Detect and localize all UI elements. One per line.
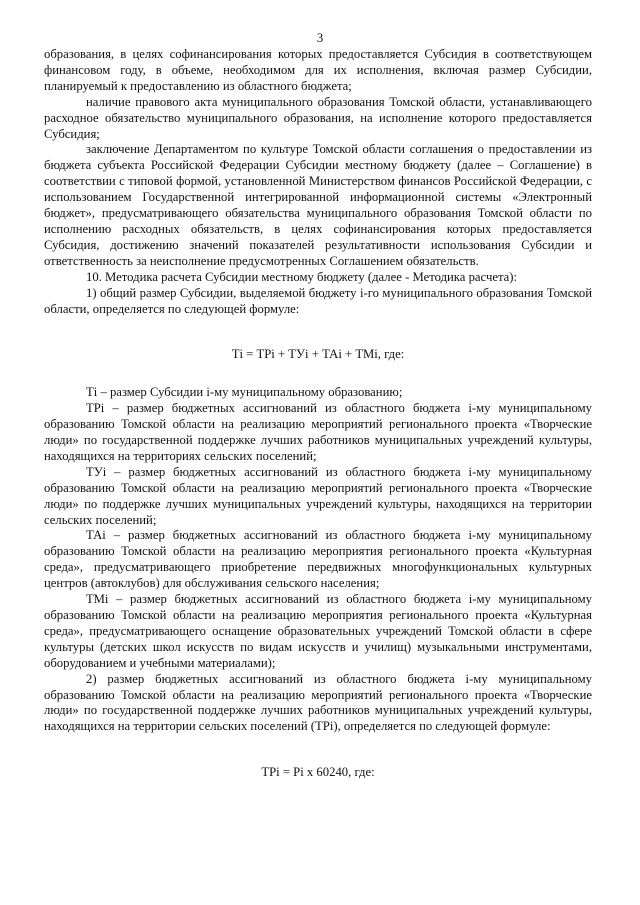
paragraph-legal-act: наличие правового акта муниципального образования Томской области, устанавливающего расходное обязательство муниципального образования, на исполнение которого предоставляется Субсидия; bbox=[44, 94, 592, 141]
paragraph-total-subsidy: 1) общий размер Субсидии, выделяемой бюджету i-го муниципального образования Томской области, определяется по следующей формуле: bbox=[44, 285, 592, 316]
definition-tmi: ТМi – размер бюджетных ассигнований из областного бюджета i-му муниципальному образованию Томской области на реализацию мероприятия регионального проекта «Культурная среда», предусматривающего оснащение образовательных учреждений Томской области в сфере культуры (детских школ искусств по видам искусств и училищ) музыкальными инструментами, оборудованием и учебными материалами); bbox=[44, 592, 592, 670]
page-number: 3 bbox=[316, 31, 324, 45]
definition-tui: ТУi – размер бюджетных ассигнований из областного бюджета i-му муниципальному образованию Томской области на реализацию мероприятий регионального проекта «Творческие люди» по поддержке лучших муниципальных учреждений культуры, находящихся на территории сельских поселений; bbox=[44, 464, 592, 527]
paragraph-funding-volume: образования, в целях софинансирования которых предоставляется Субсидия в соответствующем финансовом году, в объеме, необходимом для их исполнения, включая размер Субсидии, планируемый к предоставлению из областного бюджета; bbox=[44, 47, 592, 93]
definition-tpi: ТРi – размер бюджетных ассигнований из областного бюджета i-му муниципальному образованию Томской области на реализацию мероприятий регионального проекта «Творческие люди» по государственной поддержке лучших работников муниципальных учреждений культуры, находящихся на территориях сельских поселений; bbox=[44, 401, 592, 463]
definition-ti: Тi – размер Субсидии i-му муниципальному образованию; bbox=[86, 385, 403, 400]
definition-tai: ТАi – размер бюджетных ассигнований из областного бюджета i-му муниципальному образованию Томской области на реализацию мероприятия регионального проекта «Культурная среда», предусматривающего приобретение передвижных многофункциональных культурных центров (автоклубов) для обслуживания сельского населения; bbox=[44, 528, 592, 591]
document-body bbox=[44, 47, 592, 781]
paragraph-agreement: заключение Департаментом по культуре Томской области соглашения о предоставлении из бюджета субъекта Российской Федерации Субсидии местному бюджету (далее – Соглашение) в соответствии с типовой формой, установленной Министерством финансов Российской Федерации, с использованием Государственной интегрированной информационной системы «Электронный бюджет», предусматривающего обязательства муниципального образования Томской области по исполнению расходных обязательств, в целях софинансирования которых предоставляется Субсидия, достижению значений показателей результативности использования Субсидии и ответственность за неисполнение предусмотренных Соглашением обязательств. bbox=[44, 142, 592, 268]
formula-tpi: ТРi = Рi х 60240, где: bbox=[261, 765, 375, 780]
paragraph-method-heading: 10. Методика расчета Субсидии местному бюджету (далее - Методика расчета): bbox=[86, 269, 518, 284]
formula-total-subsidy: Тi = ТРi + ТУi + ТАi + ТМi, где: bbox=[231, 347, 405, 362]
paragraph-tpi-calculation: 2) размер бюджетных ассигнований из областного бюджета i-му муниципальному образованию Томской области на реализацию мероприятий регионального проекта «Творческие люди» по государственной поддержке лучших работников муниципальных учреждений культуры, находящихся на территории сельских поселений (ТРi), определяется по следующей формуле: bbox=[44, 671, 592, 734]
